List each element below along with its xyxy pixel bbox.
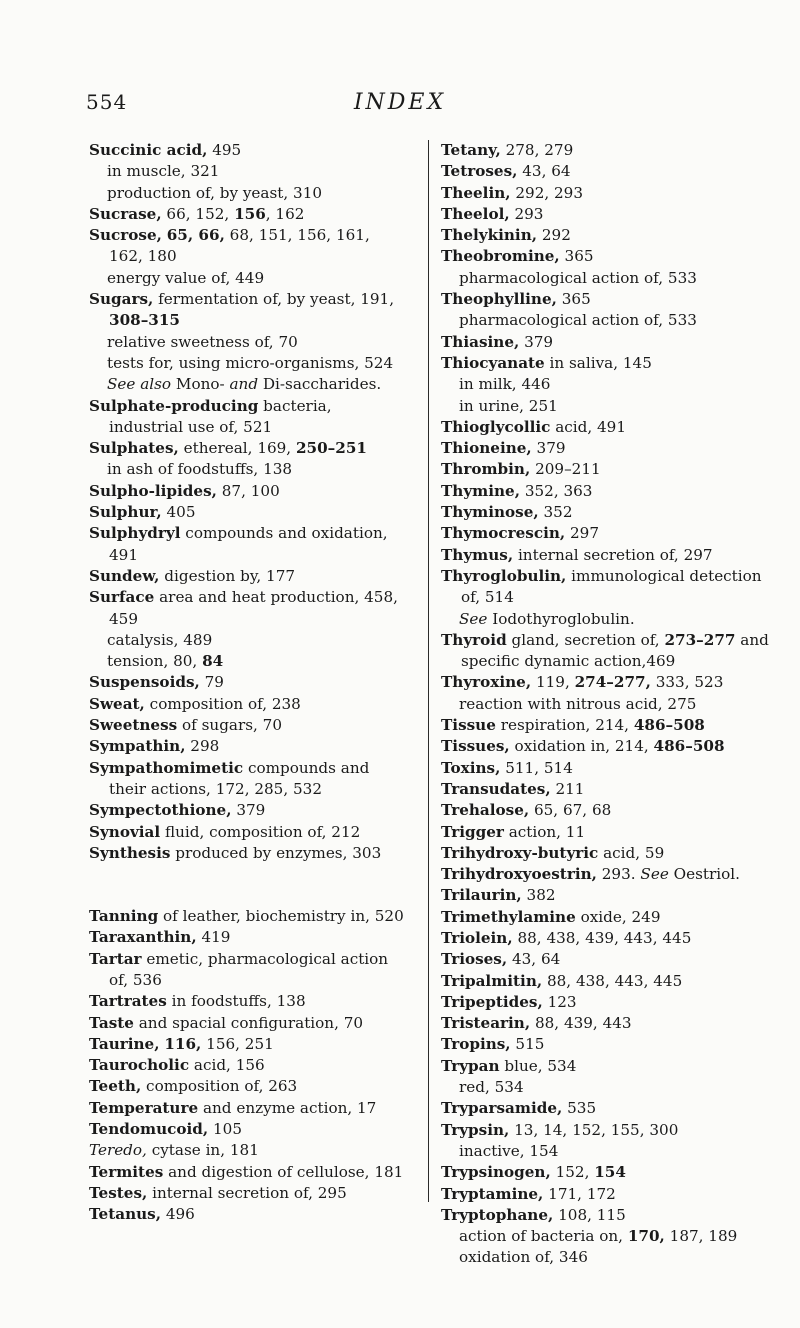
index-entry xyxy=(441,715,777,736)
entry-term: Trilaurin, xyxy=(441,886,522,905)
index-entry xyxy=(89,140,407,161)
entry-text: 515 xyxy=(510,1035,545,1054)
entry-term: Trypsinogen, xyxy=(441,1163,551,1182)
index-entry xyxy=(441,161,777,182)
index-subentry xyxy=(89,374,407,395)
entry-text: 68, 151, 156, 161, 162, 180 xyxy=(109,226,370,266)
entry-text: in muscle, 321 xyxy=(107,162,220,181)
index-entry xyxy=(441,736,777,757)
entry-term: Thyminose, xyxy=(441,503,539,522)
entry-text: tension, 80, xyxy=(107,652,203,671)
index-entry xyxy=(89,481,407,502)
entry-text: 352, 363 xyxy=(520,481,593,500)
index-entry xyxy=(89,438,407,459)
entry-text: and xyxy=(229,375,259,394)
entry-term: Thyroxine, xyxy=(441,673,532,692)
entry-term: Thyroid xyxy=(441,630,507,649)
entry-text: and enzyme action, 17 xyxy=(198,1098,377,1117)
entry-text: area and heat production, 458, 459 xyxy=(109,588,398,628)
entry-term: Trehalose, xyxy=(441,801,530,820)
entry-term: Transudates, xyxy=(441,779,551,798)
entry-text: 365 xyxy=(559,247,594,266)
entry-text: of leather, biochemistry in, 520 xyxy=(158,907,404,926)
entry-term: Thioglycollic xyxy=(441,417,551,436)
entry-term: Tripeptides, xyxy=(441,992,543,1011)
entry-text: Di-saccharides. xyxy=(258,375,382,394)
index-entry xyxy=(441,1034,777,1055)
index-subentry xyxy=(441,1077,777,1098)
index-entry xyxy=(441,523,777,544)
index-entry xyxy=(441,438,777,459)
entry-term: Sundew, xyxy=(89,566,160,585)
index-entry xyxy=(441,672,777,693)
index-entry xyxy=(441,758,777,779)
entry-text: fluid, composition of, 212 xyxy=(160,822,361,841)
entry-text: in saliva, 145 xyxy=(544,353,652,372)
entry-text: 365 xyxy=(556,290,591,309)
entry-text: 379 xyxy=(231,801,266,820)
entry-text: 379 xyxy=(531,439,566,458)
index-entry xyxy=(441,779,777,800)
index-entry xyxy=(441,183,777,204)
entry-text: respiration, 214, xyxy=(495,716,634,735)
entry-text: oxide, 249 xyxy=(575,907,661,926)
entry-term: Trypan xyxy=(441,1056,500,1075)
entry-term: Thioneine, xyxy=(441,439,532,458)
index-entry xyxy=(89,1140,407,1161)
entry-text: and specific dynamic action,469 xyxy=(461,630,769,671)
entry-text: 382 xyxy=(521,886,556,905)
entry-term: Sympathin, xyxy=(89,737,186,756)
entry-text: 66, 152, xyxy=(161,204,235,223)
entry-text: 88, 439, 443 xyxy=(530,1014,632,1033)
entry-text: in milk, 446 xyxy=(459,375,551,394)
entry-text: compounds and oxidation, 491 xyxy=(109,524,388,564)
entry-text: Teredo, xyxy=(89,1141,147,1160)
entry-text: internal secretion of, 297 xyxy=(513,545,713,564)
index-subentry xyxy=(441,374,777,395)
entry-text: in urine, 251 xyxy=(459,396,558,415)
index-entry xyxy=(441,332,777,353)
entry-term: Suspensoids, xyxy=(89,673,200,692)
index-entry xyxy=(89,1055,407,1076)
entry-text: internal secretion of, 295 xyxy=(147,1183,347,1202)
entry-term: Synovial xyxy=(89,822,161,841)
entry-text: energy value of, 449 xyxy=(107,268,265,287)
entry-text: 108, 115 xyxy=(553,1205,626,1224)
page-header xyxy=(0,90,800,120)
entry-text: Mono- xyxy=(171,375,230,394)
entry-text: 352 xyxy=(538,503,573,522)
entry-term: Sulpho-lipides, xyxy=(89,481,217,500)
index-subentry xyxy=(89,651,407,672)
entry-term: Tristearin, xyxy=(441,1014,531,1033)
entry-text: and spacial configuration, 70 xyxy=(133,1013,364,1032)
index-entry xyxy=(441,1013,777,1034)
entry-text: produced by enzymes, 303 xyxy=(170,843,382,862)
index-entry xyxy=(89,1076,407,1097)
index-subentry xyxy=(441,1141,777,1162)
entry-term: Tissues, xyxy=(441,737,510,756)
index-entry xyxy=(89,1013,407,1034)
index-entry xyxy=(89,225,407,268)
entry-text: , 162 xyxy=(265,204,305,223)
index-entry xyxy=(89,204,407,225)
entry-term: Sweat, xyxy=(89,694,145,713)
page-number: 554 xyxy=(86,90,128,114)
index-entry xyxy=(441,928,777,949)
entry-term: Thymus, xyxy=(441,545,514,564)
entry-text: compounds and their actions, 172, 285, 532 xyxy=(109,758,370,798)
entry-text: 88, 438, 443, 445 xyxy=(542,971,683,990)
entry-term: Tetanus, xyxy=(89,1205,161,1224)
index-entry xyxy=(441,353,777,374)
entry-term: Thymocrescin, xyxy=(441,524,566,543)
entry-text: 123 xyxy=(542,992,577,1011)
entry-text: gland, secretion of, xyxy=(506,630,665,649)
index-entry xyxy=(89,1034,407,1055)
entry-term: Sweetness xyxy=(89,716,178,735)
index-entry xyxy=(441,949,777,970)
entry-text: 486–508 xyxy=(653,737,725,756)
index-entry xyxy=(89,1098,407,1119)
entry-text: acid, 156 xyxy=(189,1056,265,1075)
entry-text: 292, 293 xyxy=(510,183,584,202)
entry-text: See xyxy=(459,609,488,628)
entry-text: 486–508 xyxy=(633,716,705,735)
entry-text: 511, 514 xyxy=(500,758,573,777)
index-subentry xyxy=(89,332,407,353)
index-subentry xyxy=(89,353,407,374)
index-entry xyxy=(89,566,407,587)
index-entry xyxy=(441,289,777,310)
index-entry xyxy=(89,949,407,992)
entry-term: Tetroses, xyxy=(441,162,518,181)
entry-text: 65, 66, xyxy=(166,226,225,245)
entry-text: 495 xyxy=(207,141,242,159)
entry-text: production of, by yeast, 310 xyxy=(107,183,323,202)
entry-text: 84 xyxy=(202,652,224,671)
index-subentry xyxy=(441,268,777,289)
index-entry xyxy=(89,694,407,715)
entry-term: Sucrose, xyxy=(89,226,162,245)
entry-term: Trihydroxyoestrin, xyxy=(441,865,597,884)
entry-text: 156 xyxy=(234,204,266,223)
index-entry xyxy=(441,630,777,673)
entry-text: 274–277, xyxy=(574,673,651,692)
entry-term: Theelol, xyxy=(441,204,510,223)
entry-term: Temperature xyxy=(89,1098,199,1117)
entry-text: acid, 59 xyxy=(598,843,665,862)
entry-text: 535 xyxy=(562,1099,597,1118)
entry-text: ethereal, 169, xyxy=(178,439,296,458)
index-entry xyxy=(89,927,407,948)
index-subentry xyxy=(441,396,777,417)
entry-text: digestion by, 177 xyxy=(159,566,296,585)
entry-term: Synthesis xyxy=(89,843,171,862)
index-subentry xyxy=(441,1247,777,1268)
entry-text: composition of, 263 xyxy=(141,1077,298,1096)
entry-term: Taraxanthin, xyxy=(89,928,197,947)
index-entry xyxy=(89,289,407,332)
entry-term: Thiocyanate xyxy=(441,353,545,372)
entry-text: tests for, using micro-organisms, 524 xyxy=(107,353,394,372)
index-entry xyxy=(89,758,407,801)
index-subentry xyxy=(441,1226,777,1247)
index-entry xyxy=(89,906,407,927)
index-entry xyxy=(89,715,407,736)
entry-text: 273–277 xyxy=(664,630,736,649)
entry-text: Iodothyroglobulin. xyxy=(487,609,635,628)
entry-term: Trihydroxy-butyric xyxy=(441,843,599,862)
entry-text: 308–315 xyxy=(109,311,180,330)
entry-text: 43, 64 xyxy=(517,162,571,181)
index-subentry xyxy=(89,161,407,182)
index-entry xyxy=(441,1184,777,1205)
entry-text: 379 xyxy=(519,332,554,351)
entry-text: 65, 67, 68 xyxy=(529,801,612,820)
entry-term: Trigger xyxy=(441,822,504,841)
entry-term: Tartrates xyxy=(89,992,167,1011)
index-entry xyxy=(441,204,777,225)
entry-text: pharmacological action of, 533 xyxy=(459,311,697,330)
entry-text: in foodstuffs, 138 xyxy=(166,992,306,1011)
index-entry xyxy=(441,566,777,609)
entry-term: Tryptamine, xyxy=(441,1184,544,1203)
index-entry xyxy=(441,1205,777,1226)
entry-term: Tropins, xyxy=(441,1035,511,1054)
entry-text: relative sweetness of, 70 xyxy=(107,332,298,351)
index-entry xyxy=(441,459,777,480)
entry-text: red, 534 xyxy=(459,1078,524,1097)
index-entry xyxy=(89,736,407,757)
entry-text: fermentation of, by yeast, 191, xyxy=(153,290,395,309)
entry-text: See xyxy=(640,865,669,884)
entry-term: Sympectothione, xyxy=(89,801,232,820)
index-subentry xyxy=(89,268,407,289)
entry-text: inactive, 154 xyxy=(459,1141,559,1160)
index-subentry xyxy=(89,459,407,480)
index-entry xyxy=(441,140,777,161)
index-entry xyxy=(441,971,777,992)
entry-term: Sugars, xyxy=(89,290,154,309)
index-subentry xyxy=(89,630,407,651)
entry-text: 419 xyxy=(196,928,231,947)
entry-text: 171, 172 xyxy=(543,1184,616,1203)
index-entry xyxy=(89,672,407,693)
entry-term: Testes, xyxy=(89,1183,148,1202)
entry-term: Tetany, xyxy=(441,141,501,159)
index-subentry xyxy=(441,694,777,715)
entry-term: Thyroglobulin, xyxy=(441,566,567,585)
entry-term: Taste xyxy=(89,1013,134,1032)
entry-text: 154 xyxy=(594,1163,626,1182)
entry-term: Succinic acid, xyxy=(89,141,208,159)
entry-text: 105 xyxy=(208,1120,243,1139)
entry-term: Thelykinin, xyxy=(441,226,538,245)
entry-term: Tendomucoid, xyxy=(89,1120,209,1139)
entry-text: emetic, pharmacological action of, 536 xyxy=(109,949,389,989)
entry-text: and digestion of cellulose, 181 xyxy=(163,1162,404,1181)
entry-term: Toxins, xyxy=(441,758,501,777)
entry-term: Tartar xyxy=(89,949,142,968)
entry-text: 156, 251 xyxy=(201,1034,274,1053)
entry-text: composition of, 238 xyxy=(144,694,301,713)
entry-text: 187, 189 xyxy=(664,1227,738,1246)
entry-term: Theelin, xyxy=(441,183,511,202)
entry-text: 170, xyxy=(627,1227,665,1246)
entry-text: catalysis, 489 xyxy=(107,630,213,649)
entry-term: Taurine, xyxy=(89,1034,160,1053)
entry-text: 152, xyxy=(550,1163,595,1182)
index-entry xyxy=(441,417,777,438)
entry-text: action of bacteria on, xyxy=(459,1227,628,1246)
entry-term: Surface xyxy=(89,588,155,607)
entry-term: Sympathomimetic xyxy=(89,758,244,777)
index-entry xyxy=(441,225,777,246)
entry-text: 209–211 xyxy=(530,460,601,479)
index-entry xyxy=(89,1119,407,1140)
entry-text: See also xyxy=(107,375,172,394)
entry-term: Sulphate-producing xyxy=(89,396,259,415)
index-subentry xyxy=(441,310,777,331)
entry-term: Tripalmitin, xyxy=(441,971,543,990)
index-entry xyxy=(441,246,777,267)
entry-text: 250–251 xyxy=(295,439,367,458)
entry-text: 297 xyxy=(565,524,600,543)
entry-text: immunological detection of, 514 xyxy=(461,566,762,607)
entry-text: 405 xyxy=(161,503,196,522)
entry-term: Tissue xyxy=(441,716,496,735)
index-entry xyxy=(89,822,407,843)
entry-term: Theophylline, xyxy=(441,290,557,309)
index-entry xyxy=(441,1056,777,1077)
entry-term: Thymine, xyxy=(441,481,521,500)
entry-term: Trioses, xyxy=(441,950,508,969)
entry-term: Tryparsamide, xyxy=(441,1099,563,1118)
entry-term: Sulphydryl xyxy=(89,524,181,543)
entry-text: 298 xyxy=(185,737,220,756)
entry-text: 496 xyxy=(161,1205,195,1224)
entry-text: 292 xyxy=(537,226,571,245)
entry-term: Tanning xyxy=(89,907,159,926)
entry-text: oxidation of, 346 xyxy=(459,1248,588,1267)
entry-term: Thrombin, xyxy=(441,460,531,479)
index-entry xyxy=(89,1183,407,1204)
index-subentry xyxy=(89,183,407,204)
index-entry xyxy=(89,396,407,439)
index-entry xyxy=(441,885,777,906)
entry-text: in ash of foodstuffs, 138 xyxy=(107,460,293,479)
entry-text: oxidation in, 214, xyxy=(509,737,654,756)
entry-text: 278, 279 xyxy=(500,141,574,159)
entry-term: Thiasine, xyxy=(441,332,520,351)
index-entry xyxy=(441,843,777,864)
entry-term: Trimethylamine xyxy=(441,907,576,926)
entry-text: 211 xyxy=(550,779,585,798)
index-subentry xyxy=(441,609,777,630)
index-entry xyxy=(89,991,407,1012)
entry-term: Teeth, xyxy=(89,1077,142,1096)
index-entry xyxy=(441,481,777,502)
index-entry xyxy=(441,1098,777,1119)
entry-text: Oestriol. xyxy=(668,865,740,884)
entry-text: 116, xyxy=(164,1034,202,1053)
index-entry xyxy=(441,992,777,1013)
page-title: INDEX xyxy=(353,90,447,115)
index-entry xyxy=(441,907,777,928)
entry-text: acid, 491 xyxy=(550,417,627,436)
entry-text: bacteria, industrial use of, 521 xyxy=(109,396,332,436)
index-entry xyxy=(441,1120,777,1141)
entry-text: 293 xyxy=(509,204,544,223)
entry-text: 13, 14, 152, 155, 300 xyxy=(509,1120,679,1139)
entry-term: Tryptophane, xyxy=(441,1205,554,1224)
entry-term: Theobromine, xyxy=(441,247,560,266)
entry-text: reaction with nitrous acid, 275 xyxy=(459,694,697,713)
index-entry xyxy=(89,587,407,630)
entry-text: 119, xyxy=(531,673,575,692)
index-entry xyxy=(441,1162,777,1183)
entry-text: pharmacological action of, 533 xyxy=(459,268,697,287)
entry-term: Termites xyxy=(89,1162,164,1181)
entry-text: of sugars, 70 xyxy=(177,716,283,735)
index-entry xyxy=(89,843,407,864)
entry-term: Taurocholic xyxy=(89,1056,190,1075)
entry-text: 43, 64 xyxy=(507,950,561,969)
index-entry xyxy=(89,523,407,566)
entry-text: action, 11 xyxy=(503,822,586,841)
entry-term: Sucrase, xyxy=(89,204,162,223)
index-entry xyxy=(441,502,777,523)
entry-text: 293. xyxy=(596,865,641,884)
entry-text: 79 xyxy=(199,673,224,692)
index-entry xyxy=(441,864,777,885)
entry-text: cytase in, 181 xyxy=(146,1141,259,1160)
entry-text: 88, 438, 439, 443, 445 xyxy=(512,928,692,947)
index-column-right xyxy=(428,140,777,1267)
index-entry xyxy=(89,800,407,821)
entry-term: Triolein, xyxy=(441,928,513,947)
index-column-left xyxy=(89,140,407,1226)
index-entry xyxy=(89,1162,407,1183)
index-entry xyxy=(441,800,777,821)
entry-text: 87, 100 xyxy=(216,481,280,500)
entry-text: 333, 523 xyxy=(650,673,724,692)
entry-term: Sulphates, xyxy=(89,439,179,458)
entry-term: Sulphur, xyxy=(89,503,162,522)
entry-term: Trypsin, xyxy=(441,1120,510,1139)
entry-text: blue, 534 xyxy=(499,1056,577,1075)
index-entry xyxy=(441,545,777,566)
index-entry xyxy=(89,1204,407,1225)
index-entry xyxy=(89,502,407,523)
index-entry xyxy=(441,822,777,843)
